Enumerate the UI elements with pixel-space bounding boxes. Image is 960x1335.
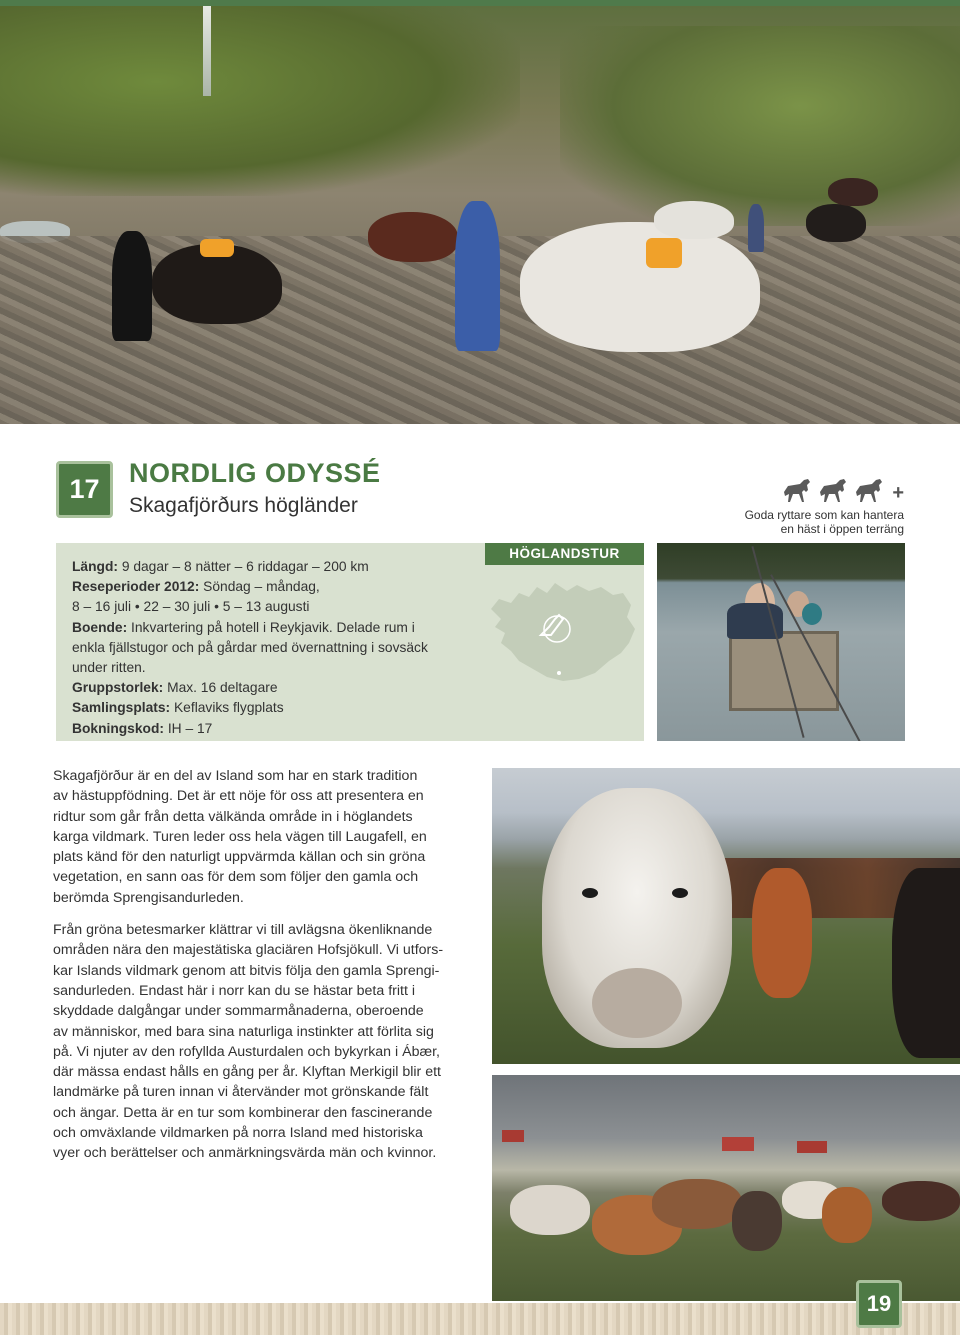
white-horse-photo — [492, 768, 960, 1064]
fact-periods: Reseperioder 2012: Söndag – måndag, — [72, 579, 320, 595]
horse-icon — [780, 478, 814, 509]
level-plus: + — [892, 481, 904, 504]
fact-group-size: Gruppstorlek: Max. 16 deltagare — [72, 680, 278, 696]
herd-photo — [492, 1075, 960, 1301]
fact-period-dates: 8 – 16 juli • 22 – 30 juli • 5 – 13 augusti — [72, 599, 310, 615]
tour-title: NORDLIG ODYSSÉ — [129, 458, 381, 488]
difficulty-level — [728, 478, 904, 538]
page-number: 19 — [856, 1280, 902, 1328]
horse-icon — [816, 478, 850, 509]
tour-info-box — [56, 543, 644, 741]
article-paragraph-1: Skagafjörður är en del av Island som har en stark tradition av hästuppfödning. Det är ett nöje för oss att presentera en ridtur som går från detta välkända område in i höglandets karga vildmark. Turen leder oss hela vägen till Laugafell, en plats känd för den naturligt uppvärmda källan och sin gröna vegetation, en sann oas för dem som följer den gamla och berömda Sprengisandurleden. — [53, 768, 427, 906]
article-text — [53, 766, 483, 1176]
fact-booking-code: Bokningskod: IH – 17 — [72, 720, 213, 736]
tour-facts — [72, 557, 472, 739]
hero-photo — [0, 6, 960, 424]
level-caption: Goda ryttare som kan hantera en häst i öppen terräng — [744, 508, 904, 536]
horse-icon — [852, 478, 886, 509]
map-title: HÖGLANDSTUR — [485, 543, 644, 565]
fact-length: Längd: 9 dagar – 8 nätter – 6 riddagar – 200 km — [72, 559, 369, 574]
article-paragraph-2: Från gröna betesmarker klättrar vi till avlägsna ökenliknande områden nära den majestätiska glaciären Hofsjökull. Vi utfors- kar Islands vildmark genom att bitvis följa den gamla Sprengi- sandurleden. Endast här i norr kan du se hästar beta fritt i skyddade dalgångar under sommarmånaderna, oberoende av människor, med bara sina naturliga instinkter att förlita sig på. Vi njuter av den rofyllda Austurdalen och bykyrkan i Ábær, där mässa endast hålls en gång per år. Klyftan Merkigil blir ett landmärke på turen innan vi återvänder mot grönskande fält och ängar. Detta är en tur som kombinerar den fascinerande och omväxlande vildmarken på norra Island med historiska vyer och berättelser och anmärkningsvärda män och kvinnor. — [53, 922, 444, 1162]
fact-meeting-point: Samlingsplats: Keflaviks flygplats — [72, 700, 284, 716]
tour-subtitle: Skagafjörðurs högländer — [129, 494, 358, 517]
iceland-map — [481, 569, 641, 689]
fact-lodging-line2: enkla fjällstugor och på gårdar med övernattning i sovsäck — [72, 639, 428, 655]
fact-lodging-line3: under ritten. — [72, 660, 146, 676]
bottom-texture-strip — [0, 1303, 960, 1335]
cable-car-photo — [657, 543, 905, 741]
tour-number-badge: 17 — [56, 461, 113, 518]
fact-lodging: Boende: Inkvartering på hotell i Reykjavik. Delade rum i — [72, 619, 415, 635]
